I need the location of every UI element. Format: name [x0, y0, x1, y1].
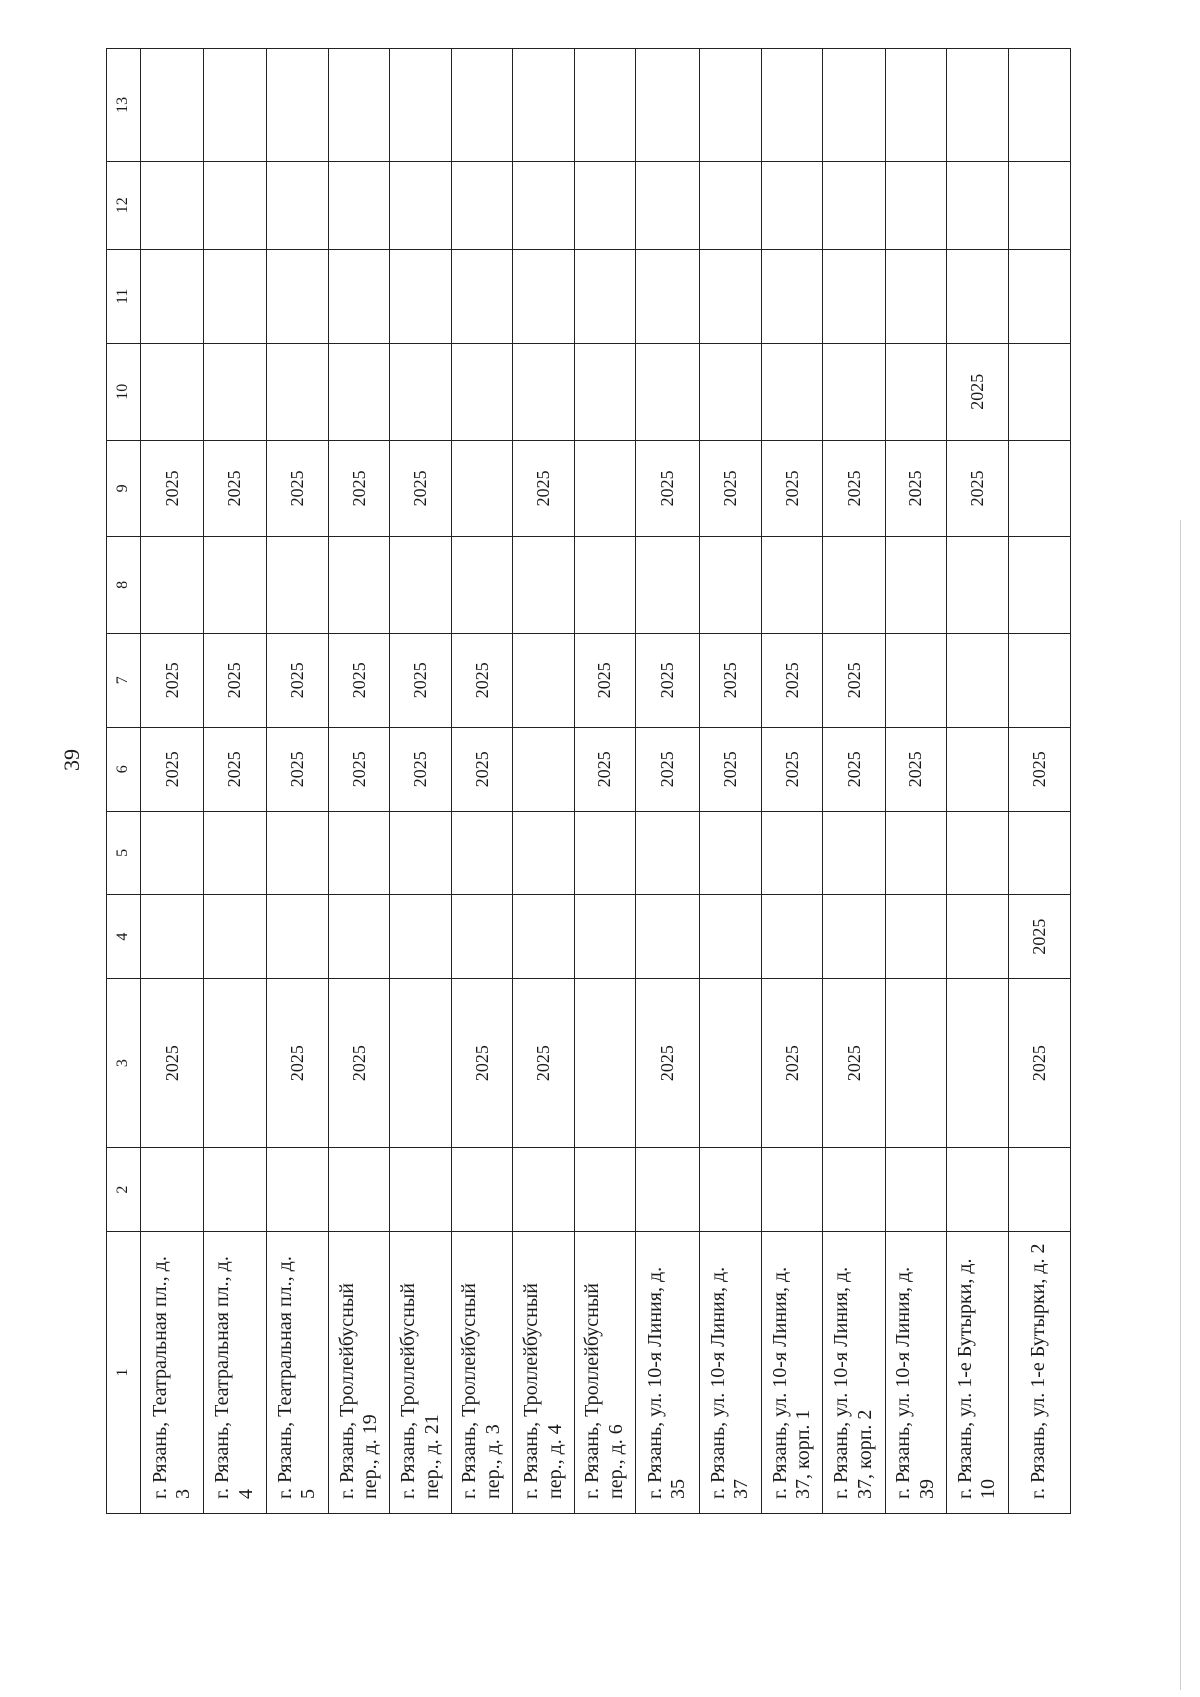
address-cell: г. Рязань, Троллейбусный пер., д. 19 — [328, 1231, 389, 1513]
year-cell-col-7: 2025 — [574, 633, 635, 727]
year-cell-col-11 — [451, 249, 512, 343]
year-cell-col-10 — [885, 344, 946, 441]
year-cell-col-6: 2025 — [1008, 727, 1070, 811]
year-cell-col-6: 2025 — [328, 727, 389, 811]
table-row — [328, 49, 389, 1514]
address-cell: г. Рязань, ул. 1-е Бутырки, д. 10 — [947, 1231, 1008, 1513]
year-cell-col-8 — [204, 537, 266, 634]
year-cell-col-2 — [823, 1148, 885, 1232]
column-number-11: 11 — [107, 249, 141, 343]
year-cell-col-4 — [761, 895, 822, 979]
table-row — [390, 49, 451, 1514]
address-cell: г. Рязань, ул. 10-я Линия, д. 35 — [636, 1231, 699, 1513]
year-cell-col-7 — [947, 633, 1008, 727]
year-cell-col-8 — [885, 537, 946, 634]
year-cell-col-6 — [513, 727, 574, 811]
column-number-8: 8 — [107, 537, 141, 634]
year-cell-col-2 — [140, 1148, 203, 1232]
year-cell-col-11 — [1008, 249, 1070, 343]
year-cell-col-6: 2025 — [266, 727, 328, 811]
year-cell-col-8 — [699, 537, 761, 634]
year-cell-col-10 — [451, 344, 512, 441]
year-cell-col-9 — [451, 440, 512, 537]
year-cell-col-2 — [947, 1148, 1008, 1232]
table-row — [574, 49, 635, 1514]
year-cell-col-4 — [574, 895, 635, 979]
year-cell-col-6: 2025 — [574, 727, 635, 811]
column-number-1: 1 — [107, 1231, 141, 1513]
address-cell: г. Рязань, Троллейбусный пер., д. 4 — [513, 1231, 574, 1513]
year-cell-col-12 — [390, 161, 451, 249]
address-cell: г. Рязань, Троллейбусный пер., д. 21 — [390, 1231, 451, 1513]
year-cell-col-13 — [947, 49, 1008, 162]
year-cell-col-12 — [699, 161, 761, 249]
year-cell-col-8 — [390, 537, 451, 634]
year-cell-col-7: 2025 — [451, 633, 512, 727]
year-cell-col-11 — [204, 249, 266, 343]
year-cell-col-11 — [390, 249, 451, 343]
year-cell-col-11 — [699, 249, 761, 343]
year-cell-col-10 — [761, 344, 822, 441]
year-cell-col-9 — [1008, 440, 1070, 537]
year-cell-col-7 — [1008, 633, 1070, 727]
year-cell-col-8 — [761, 537, 822, 634]
year-cell-col-4 — [823, 895, 885, 979]
table-row — [451, 49, 512, 1514]
year-cell-col-8 — [823, 537, 885, 634]
year-cell-col-12 — [328, 161, 389, 249]
year-cell-col-9: 2025 — [390, 440, 451, 537]
year-cell-col-10: 2025 — [947, 344, 1008, 441]
year-cell-col-4 — [451, 895, 512, 979]
year-cell-col-8 — [513, 537, 574, 634]
year-cell-col-3 — [574, 978, 635, 1147]
address-cell: г. Рязань, Театральная пл., д. 5 — [266, 1231, 328, 1513]
year-cell-col-4 — [328, 895, 389, 979]
table-row — [947, 49, 1008, 1514]
year-cell-col-3 — [204, 978, 266, 1147]
table-row — [699, 49, 761, 1514]
year-cell-col-11 — [761, 249, 822, 343]
year-cell-col-3: 2025 — [761, 978, 822, 1147]
year-cell-col-6: 2025 — [699, 727, 761, 811]
year-cell-col-3: 2025 — [451, 978, 512, 1147]
column-number-2: 2 — [107, 1148, 141, 1232]
year-cell-col-13 — [699, 49, 761, 162]
year-cell-col-4 — [266, 895, 328, 979]
year-cell-col-9: 2025 — [140, 440, 203, 537]
year-cell-col-7: 2025 — [266, 633, 328, 727]
column-number-10: 10 — [107, 344, 141, 441]
address-cell: г. Рязань, Троллейбусный пер., д. 3 — [451, 1231, 512, 1513]
year-cell-col-13 — [574, 49, 635, 162]
year-cell-col-3: 2025 — [636, 978, 699, 1147]
table-row — [204, 49, 266, 1514]
table-row — [636, 49, 699, 1514]
year-cell-col-9: 2025 — [204, 440, 266, 537]
year-cell-col-5 — [204, 811, 266, 895]
column-number-row — [107, 49, 141, 1514]
year-cell-col-5 — [140, 811, 203, 895]
year-cell-col-12 — [1008, 161, 1070, 249]
year-cell-col-9: 2025 — [328, 440, 389, 537]
year-cell-col-12 — [451, 161, 512, 249]
year-cell-col-10 — [574, 344, 635, 441]
year-cell-col-5 — [513, 811, 574, 895]
year-cell-col-5 — [885, 811, 946, 895]
year-cell-col-9: 2025 — [885, 440, 946, 537]
year-cell-col-13 — [761, 49, 822, 162]
year-cell-col-8 — [266, 537, 328, 634]
year-cell-col-3 — [947, 978, 1008, 1147]
year-cell-col-2 — [636, 1148, 699, 1232]
year-cell-col-5 — [823, 811, 885, 895]
year-cell-col-9: 2025 — [823, 440, 885, 537]
year-cell-col-2 — [204, 1148, 266, 1232]
column-number-4: 4 — [107, 895, 141, 979]
table-row — [885, 49, 946, 1514]
address-cell: г. Рязань, Театральная пл., д. 3 — [140, 1231, 203, 1513]
year-cell-col-11 — [513, 249, 574, 343]
year-cell-col-12 — [761, 161, 822, 249]
year-cell-col-7 — [885, 633, 946, 727]
year-cell-col-10 — [328, 344, 389, 441]
year-cell-col-13 — [140, 49, 203, 162]
year-cell-col-7: 2025 — [390, 633, 451, 727]
year-cell-col-3 — [390, 978, 451, 1147]
year-cell-col-13 — [823, 49, 885, 162]
year-cell-col-2 — [328, 1148, 389, 1232]
year-cell-col-2 — [390, 1148, 451, 1232]
column-number-6: 6 — [107, 727, 141, 811]
table-row — [140, 49, 203, 1514]
year-cell-col-10 — [390, 344, 451, 441]
year-cell-col-3: 2025 — [1008, 978, 1070, 1147]
year-cell-col-13 — [885, 49, 946, 162]
year-cell-col-2 — [761, 1148, 822, 1232]
column-number-5: 5 — [107, 811, 141, 895]
year-cell-col-12 — [885, 161, 946, 249]
year-cell-col-6: 2025 — [451, 727, 512, 811]
address-cell: г. Рязань, ул. 10-я Линия, д. 39 — [885, 1231, 946, 1513]
year-cell-col-2 — [885, 1148, 946, 1232]
year-cell-col-13 — [636, 49, 699, 162]
year-cell-col-8 — [947, 537, 1008, 634]
year-cell-col-12 — [574, 161, 635, 249]
year-cell-col-2 — [574, 1148, 635, 1232]
address-cell: г. Рязань, ул. 10-я Линия, д. 37, корп. 2 — [823, 1231, 885, 1513]
year-cell-col-5 — [1008, 811, 1070, 895]
rotated-table-frame — [106, 48, 1071, 1514]
table-row — [513, 49, 574, 1514]
year-cell-col-6: 2025 — [390, 727, 451, 811]
year-cell-col-7: 2025 — [204, 633, 266, 727]
year-cell-col-8 — [574, 537, 635, 634]
year-cell-col-5 — [390, 811, 451, 895]
year-cell-col-7: 2025 — [636, 633, 699, 727]
year-cell-col-7: 2025 — [140, 633, 203, 727]
year-cell-col-6 — [947, 727, 1008, 811]
register-table — [106, 48, 1071, 1514]
year-cell-col-9: 2025 — [636, 440, 699, 537]
year-cell-col-7: 2025 — [761, 633, 822, 727]
year-cell-col-5 — [699, 811, 761, 895]
year-cell-col-11 — [636, 249, 699, 343]
year-cell-col-9: 2025 — [947, 440, 1008, 537]
year-cell-col-10 — [266, 344, 328, 441]
year-cell-col-5 — [636, 811, 699, 895]
year-cell-col-10 — [513, 344, 574, 441]
year-cell-col-11 — [823, 249, 885, 343]
year-cell-col-11 — [885, 249, 946, 343]
year-cell-col-7: 2025 — [699, 633, 761, 727]
year-cell-col-5 — [266, 811, 328, 895]
year-cell-col-13 — [204, 49, 266, 162]
year-cell-col-10 — [1008, 344, 1070, 441]
year-cell-col-9: 2025 — [513, 440, 574, 537]
year-cell-col-13 — [513, 49, 574, 162]
year-cell-col-12 — [266, 161, 328, 249]
year-cell-col-4 — [140, 895, 203, 979]
table-rotator — [106, 48, 1071, 1514]
year-cell-col-3: 2025 — [266, 978, 328, 1147]
year-cell-col-3 — [885, 978, 946, 1147]
year-cell-col-7: 2025 — [823, 633, 885, 727]
table-row — [823, 49, 885, 1514]
year-cell-col-6: 2025 — [885, 727, 946, 811]
year-cell-col-3: 2025 — [823, 978, 885, 1147]
year-cell-col-5 — [947, 811, 1008, 895]
year-cell-col-13 — [390, 49, 451, 162]
year-cell-col-3: 2025 — [140, 978, 203, 1147]
year-cell-col-4 — [947, 895, 1008, 979]
year-cell-col-2 — [266, 1148, 328, 1232]
year-cell-col-13 — [266, 49, 328, 162]
year-cell-col-8 — [451, 537, 512, 634]
year-cell-col-2 — [699, 1148, 761, 1232]
page-number: 39 — [59, 749, 84, 771]
year-cell-col-12 — [636, 161, 699, 249]
table-row — [761, 49, 822, 1514]
year-cell-col-5 — [328, 811, 389, 895]
year-cell-col-13 — [328, 49, 389, 162]
year-cell-col-2 — [513, 1148, 574, 1232]
year-cell-col-3 — [699, 978, 761, 1147]
year-cell-col-10 — [204, 344, 266, 441]
year-cell-col-9: 2025 — [761, 440, 822, 537]
year-cell-col-5 — [574, 811, 635, 895]
year-cell-col-8 — [328, 537, 389, 634]
year-cell-col-6: 2025 — [823, 727, 885, 811]
year-cell-col-11 — [140, 249, 203, 343]
year-cell-col-13 — [1008, 49, 1070, 162]
address-cell: г. Рязань, Театральная пл., д. 4 — [204, 1231, 266, 1513]
year-cell-col-9: 2025 — [266, 440, 328, 537]
year-cell-col-7: 2025 — [328, 633, 389, 727]
year-cell-col-4 — [204, 895, 266, 979]
year-cell-col-4 — [390, 895, 451, 979]
year-cell-col-4: 2025 — [1008, 895, 1070, 979]
year-cell-col-6: 2025 — [761, 727, 822, 811]
column-number-3: 3 — [107, 978, 141, 1147]
year-cell-col-11 — [328, 249, 389, 343]
year-cell-col-3: 2025 — [513, 978, 574, 1147]
column-number-13: 13 — [107, 49, 141, 162]
year-cell-col-12 — [823, 161, 885, 249]
year-cell-col-5 — [761, 811, 822, 895]
year-cell-col-6: 2025 — [140, 727, 203, 811]
year-cell-col-12 — [204, 161, 266, 249]
year-cell-col-11 — [266, 249, 328, 343]
scan-edge-line — [1180, 520, 1181, 1690]
table-row — [1008, 49, 1070, 1514]
year-cell-col-11 — [947, 249, 1008, 343]
year-cell-col-4 — [699, 895, 761, 979]
year-cell-col-4 — [885, 895, 946, 979]
column-number-9: 9 — [107, 440, 141, 537]
year-cell-col-2 — [1008, 1148, 1070, 1232]
column-number-7: 7 — [107, 633, 141, 727]
year-cell-col-4 — [636, 895, 699, 979]
year-cell-col-11 — [574, 249, 635, 343]
year-cell-col-5 — [451, 811, 512, 895]
year-cell-col-13 — [451, 49, 512, 162]
year-cell-col-4 — [513, 895, 574, 979]
year-cell-col-10 — [636, 344, 699, 441]
year-cell-col-12 — [140, 161, 203, 249]
year-cell-col-8 — [140, 537, 203, 634]
year-cell-col-10 — [823, 344, 885, 441]
year-cell-col-2 — [451, 1148, 512, 1232]
year-cell-col-9: 2025 — [699, 440, 761, 537]
year-cell-col-9 — [574, 440, 635, 537]
address-cell: г. Рязань, ул. 1-е Бутырки, д. 2 — [1008, 1231, 1070, 1513]
year-cell-col-12 — [947, 161, 1008, 249]
year-cell-col-12 — [513, 161, 574, 249]
year-cell-col-10 — [140, 344, 203, 441]
year-cell-col-6: 2025 — [636, 727, 699, 811]
year-cell-col-6: 2025 — [204, 727, 266, 811]
address-cell: г. Рязань, Троллейбусный пер., д. 6 — [574, 1231, 635, 1513]
address-cell: г. Рязань, ул. 10-я Линия, д. 37, корп. 1 — [761, 1231, 822, 1513]
year-cell-col-8 — [636, 537, 699, 634]
year-cell-col-8 — [1008, 537, 1070, 634]
year-cell-col-7 — [513, 633, 574, 727]
address-cell: г. Рязань, ул. 10-я Линия, д. 37 — [699, 1231, 761, 1513]
year-cell-col-10 — [699, 344, 761, 441]
table-row — [266, 49, 328, 1514]
year-cell-col-3: 2025 — [328, 978, 389, 1147]
column-number-12: 12 — [107, 161, 141, 249]
